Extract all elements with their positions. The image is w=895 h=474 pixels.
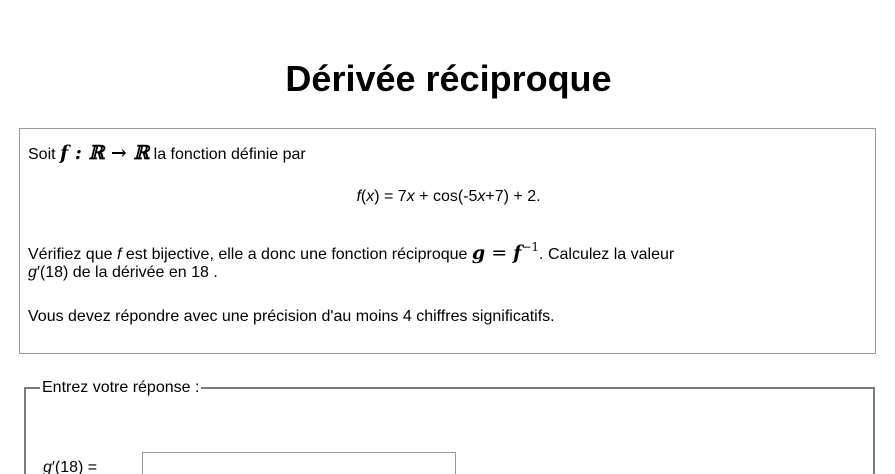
statement-line-3: Vérifiez que f est bijective, elle a donc une fonction réciproque $g = f^{-1}$. Calculez la valeur bbox=[28, 240, 675, 264]
function-formula: f(x) = 7x + cos(-5x+7) + 2. bbox=[356, 188, 541, 205]
problem-statement bbox=[19, 128, 876, 354]
page-title: Dérivée réciproque bbox=[285, 58, 612, 99]
answer-input[interactable] bbox=[142, 452, 456, 474]
definition-text: la fonction définie par bbox=[153, 146, 306, 163]
statement-line-4: g′(18) de la dérivée en 18 . bbox=[28, 264, 218, 281]
answer-label: g′(18) = bbox=[43, 459, 98, 474]
inverse-function-math: $g = f^{-1}$ bbox=[471, 240, 540, 264]
statement-line-1 bbox=[28, 143, 306, 165]
answer-fieldset bbox=[24, 378, 875, 474]
answer-legend: Entrez votre réponse : bbox=[42, 379, 200, 396]
function-signature: f : ℝ → ℝ bbox=[60, 142, 150, 164]
precision-note: Vous devez répondre avec une précision d'au moins 4 chiffres significatifs. bbox=[28, 308, 555, 325]
f-symbol: f bbox=[116, 246, 122, 263]
soit-text: Soit bbox=[28, 146, 56, 163]
